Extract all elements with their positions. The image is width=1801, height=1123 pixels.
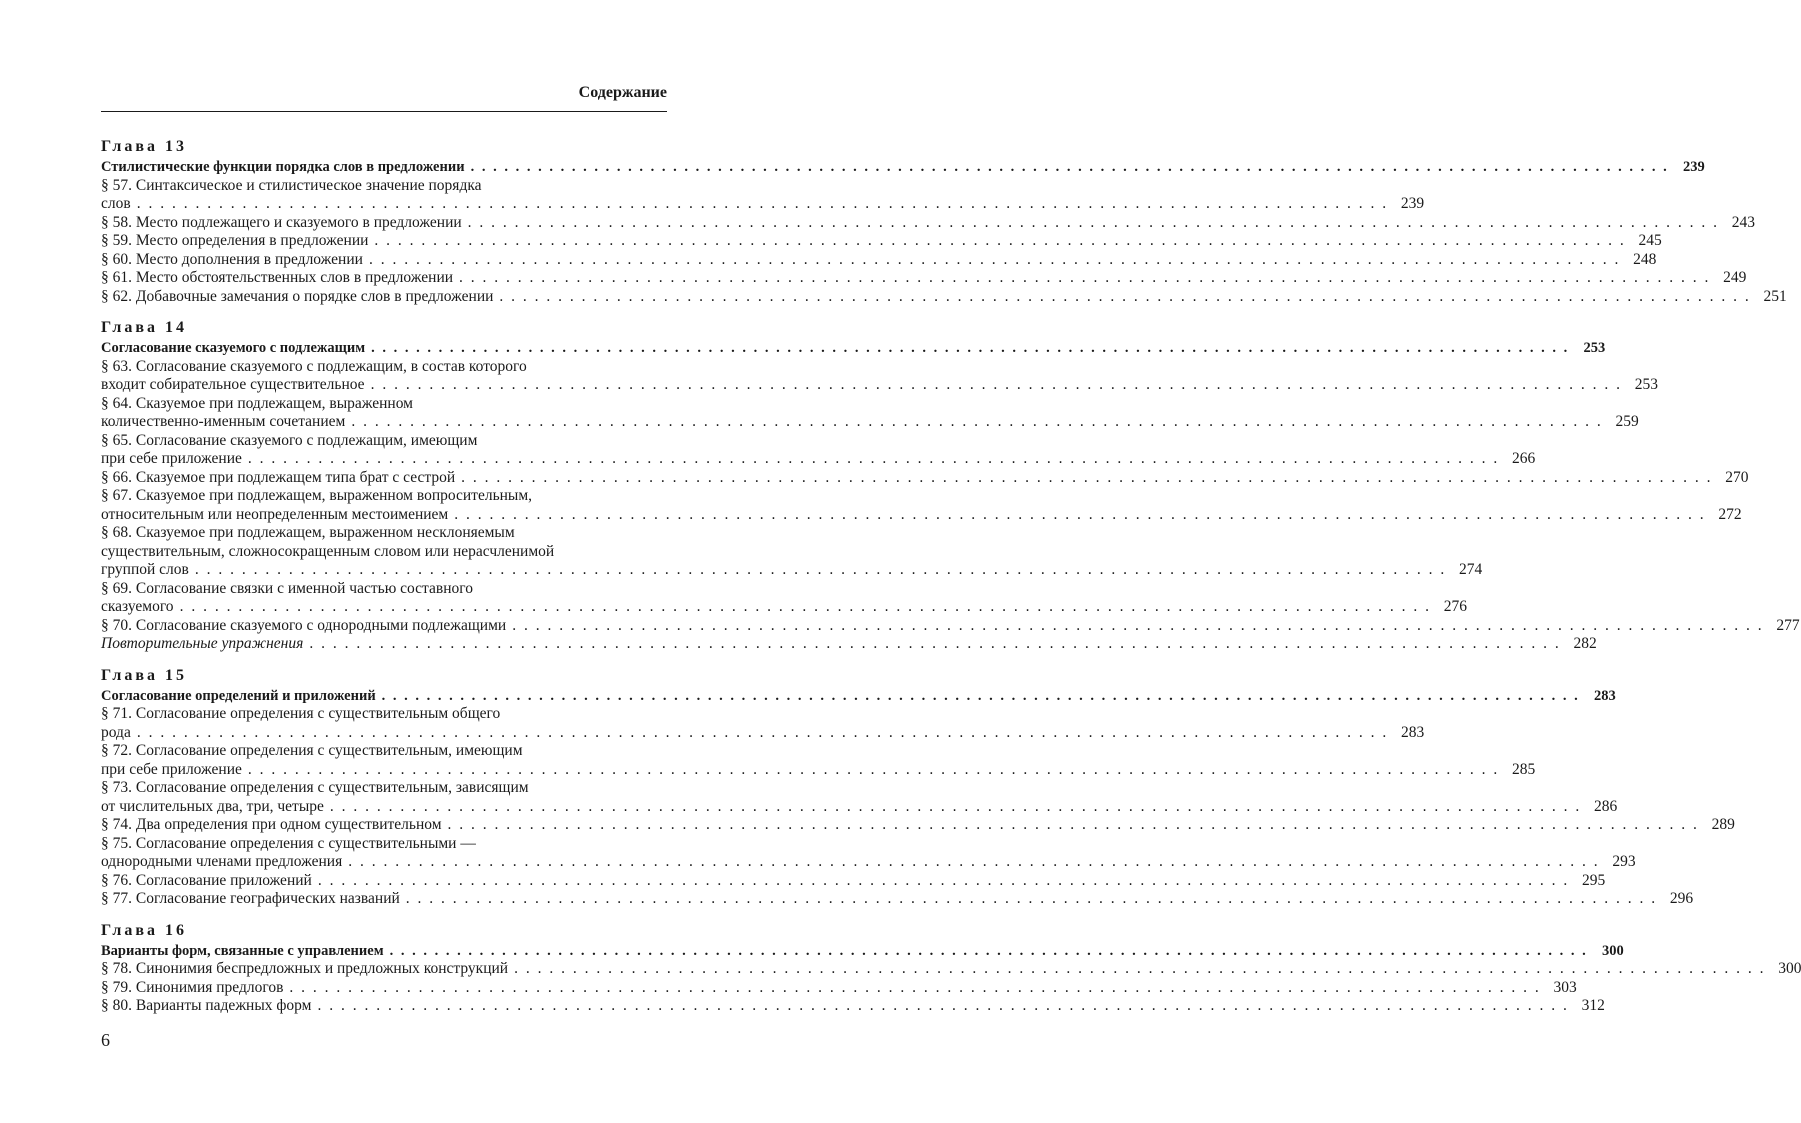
entry-last-line (101, 468, 1749, 488)
entry-text: § 60. Место дополнения в предложении (101, 250, 363, 268)
entry-last-line (101, 616, 1800, 636)
entry-last-line (101, 213, 1756, 233)
entry-last-line (101, 997, 1605, 1016)
leader-dots (499, 288, 1750, 307)
entry-text: § 66. Сказуемое при подлежащем типа брат с сестрой (101, 468, 456, 486)
entry-last-line (101, 853, 1636, 872)
leader-dots (468, 214, 1719, 233)
toc-entry[interactable] (101, 524, 1483, 580)
running-head: Содержание (578, 84, 667, 101)
entry-text: при себе приложение (101, 760, 242, 778)
entry-line: § 73. Согласование определения с существительным, зависящим (101, 779, 529, 796)
entry-text: § 76. Согласование приложений (101, 871, 312, 889)
page-ref: 239 (1682, 159, 1705, 175)
toc-entry[interactable] (101, 834, 1636, 872)
entry-last-line (101, 250, 1657, 270)
entry-last-line (101, 232, 1662, 251)
entry-text: от числительных два, три, четыре (101, 797, 324, 815)
entry-last-line (101, 505, 1742, 525)
leader-dots (406, 890, 1657, 909)
chapter-block (101, 136, 1787, 306)
chapter-number: Глава 13 (101, 138, 187, 155)
toc-entry[interactable] (101, 176, 1425, 214)
leader-dots (180, 598, 1431, 617)
entry-text: Повторительные упражнения (101, 635, 304, 652)
chapter-title-row[interactable] (101, 942, 1624, 961)
page-ref: 253 (1634, 376, 1658, 393)
page-ref: 270 (1725, 468, 1749, 486)
toc-entry[interactable] (101, 635, 1597, 654)
chapter-block (101, 317, 1800, 654)
leader-dots (454, 506, 1705, 525)
toc-entry[interactable] (101, 579, 1467, 617)
leader-dots (448, 816, 1699, 835)
page-ref: 249 (1723, 269, 1747, 286)
toc-entry[interactable] (101, 487, 1742, 524)
page-ref: 245 (1638, 232, 1662, 249)
page-ref: 266 (1512, 450, 1536, 467)
toc-entry[interactable] (101, 616, 1800, 636)
entry-text: при себе приложение (101, 450, 242, 467)
entry-last-line (101, 723, 1425, 743)
entry-text: относительным или неопределенным местоимением (101, 505, 449, 523)
page-ref: 300 (1601, 942, 1624, 959)
entry-text: количественно-именным сочетанием (101, 413, 346, 430)
chapter-title: Согласование определений и приложений (101, 687, 376, 704)
toc-entry[interactable] (101, 232, 1662, 251)
chapter-title: Согласование сказуемого с подлежащим (101, 340, 366, 356)
leader-dots (369, 251, 1620, 270)
page-ref: 312 (1581, 997, 1605, 1014)
entry-text: § 78. Синонимия беспредложных и предложных конструкций (101, 960, 509, 977)
page-ref: 253 (1583, 340, 1606, 356)
entry-text: слов (101, 195, 131, 212)
toc-entry[interactable] (101, 997, 1605, 1016)
page-ref: 274 (1458, 561, 1483, 578)
page-ref: 239 (1400, 195, 1425, 212)
toc-entry[interactable] (101, 287, 1787, 307)
header-rule (101, 111, 667, 112)
leader-dots (374, 232, 1625, 251)
page-ref: 283 (1594, 687, 1616, 704)
entry-line: § 72. Согласование определения с существительным, имеющим (101, 742, 523, 759)
entry-text: § 79. Синонимия предлогов (101, 978, 284, 996)
toc-entry[interactable] (101, 871, 1606, 891)
chapter-block (101, 920, 1801, 1016)
entry-text: § 61. Место обстоятельственных слов в предложении (101, 269, 454, 286)
entry-line: § 65. Согласование сказуемого с подлежащим, имеющим (101, 431, 478, 449)
entry-line: § 57. Синтаксическое и стилистическое значение порядка (101, 176, 482, 194)
toc-entry[interactable] (101, 890, 1694, 909)
leader-dots (348, 853, 1599, 872)
leader-dots (471, 158, 1669, 177)
leader-dots (195, 561, 1446, 580)
leader-dots (351, 413, 1602, 432)
page-ref: 282 (1573, 635, 1597, 652)
toc-entry[interactable] (101, 742, 1536, 779)
toc-entry[interactable] (101, 394, 1639, 432)
entry-last-line (101, 376, 1658, 395)
leader-dots (461, 469, 1712, 488)
entry-text: § 74. Два определения при одном существительном (101, 816, 442, 833)
entry-last-line (101, 450, 1536, 469)
entry-text: § 59. Место определения в предложении (101, 232, 369, 249)
toc-entry[interactable] (101, 978, 1577, 998)
entry-line: § 67. Сказуемое при подлежащем, выраженном вопросительным, (101, 487, 533, 504)
entry-text: § 80. Варианты падежных форм (101, 997, 312, 1014)
page-ref: 251 (1763, 287, 1787, 305)
toc-entry[interactable] (101, 960, 1801, 979)
entry-text: § 62. Добавочные замечания о порядке слов в предложении (101, 287, 494, 305)
page-ref: 283 (1400, 723, 1425, 741)
page-ref: 300 (1778, 960, 1801, 977)
toc-entry[interactable] (101, 250, 1657, 270)
leader-dots (512, 617, 1763, 636)
entry-last-line (101, 195, 1425, 214)
page-ref: 285 (1512, 760, 1536, 778)
page-ref: 277 (1776, 616, 1800, 634)
page-ref: 295 (1581, 871, 1606, 889)
chapter-title: Варианты форм, связанные с управлением (101, 942, 384, 959)
chapter-number: Глава 15 (101, 666, 187, 684)
chapter-title-row[interactable] (101, 339, 1606, 358)
leader-dots (514, 960, 1765, 979)
leader-dots (248, 450, 1499, 469)
entry-text: § 58. Место подлежащего и сказуемого в предложении (101, 213, 462, 231)
entry-text: § 70. Согласование сказуемого с однородными подлежащими (101, 616, 507, 634)
leader-dots (309, 635, 1560, 654)
page-ref: 303 (1553, 978, 1577, 996)
toc-entry[interactable] (101, 213, 1756, 233)
entry-line: § 69. Согласование связки с именной частью составного (101, 579, 473, 597)
entry-text: группой слов (101, 561, 189, 578)
entry-line: § 75. Согласование определения с существительными — (101, 834, 476, 852)
entry-text: однородными членами предложения (101, 853, 343, 870)
leader-dots (371, 339, 1569, 358)
leader-dots (382, 687, 1580, 706)
toc-entry[interactable] (101, 431, 1536, 469)
entry-line: § 68. Сказуемое при подлежащем, выраженном несклоняемым (101, 524, 515, 541)
entry-line: § 64. Сказуемое при подлежащем, выраженном (101, 394, 413, 412)
leader-dots (459, 269, 1710, 288)
page-ref: 243 (1731, 213, 1756, 231)
leader-dots (248, 761, 1499, 780)
entry-text: § 77. Согласование географических названий (101, 890, 400, 907)
leader-dots (289, 979, 1540, 998)
toc-entry[interactable] (101, 816, 1735, 835)
leader-dots (137, 195, 1388, 214)
toc-entry[interactable] (101, 779, 1618, 816)
chapter-block (101, 665, 1735, 909)
chapter-number: Глава 14 (101, 319, 187, 336)
toc-entry[interactable] (101, 705, 1425, 742)
entry-last-line (101, 978, 1577, 998)
page-ref: 289 (1711, 816, 1735, 833)
leader-dots (371, 376, 1622, 395)
entry-last-line (101, 871, 1606, 891)
entry-last-line (101, 598, 1467, 617)
chapter-title-row[interactable] (101, 158, 1705, 177)
leader-dots (390, 942, 1588, 961)
leader-dots (330, 798, 1581, 817)
chapter-title-row[interactable] (101, 687, 1616, 706)
page-ref: 286 (1594, 797, 1618, 815)
entry-last-line (101, 287, 1787, 307)
table-of-contents (101, 136, 1801, 1027)
entry-line: существительным, сложносокращенным словом или нерасчленимой (101, 542, 555, 560)
entry-last-line (101, 635, 1597, 654)
entry-last-line (101, 561, 1483, 580)
page-ref: 272 (1718, 505, 1742, 523)
entry-line: § 71. Согласование определения с существительным общего (101, 705, 501, 722)
leader-dots (317, 997, 1568, 1016)
leader-dots (318, 872, 1569, 891)
entry-text: входит собирательное существительное (101, 376, 365, 393)
entry-last-line (101, 797, 1618, 817)
toc-entry[interactable] (101, 269, 1747, 288)
entry-last-line (101, 816, 1735, 835)
page-number: 6 (101, 1030, 110, 1050)
entry-last-line (101, 760, 1536, 780)
page-ref: 259 (1615, 413, 1639, 430)
entry-last-line (101, 890, 1694, 909)
page-ref: 248 (1633, 250, 1657, 268)
entry-last-line (101, 269, 1747, 288)
leader-dots (137, 724, 1388, 743)
chapter-number: Глава 16 (101, 921, 187, 939)
entry-last-line (101, 413, 1639, 432)
toc-entry[interactable] (101, 357, 1658, 395)
toc-entry[interactable] (101, 468, 1749, 488)
chapter-title: Стилистические функции порядка слов в предложении (101, 159, 465, 175)
page-ref: 293 (1612, 853, 1636, 870)
page-ref: 296 (1669, 890, 1694, 907)
entry-text: сказуемого (101, 598, 174, 615)
entry-last-line (101, 960, 1801, 979)
page-ref: 276 (1443, 598, 1467, 615)
entry-line: § 63. Согласование сказуемого с подлежащим, в состав которого (101, 357, 527, 375)
entry-text: рода (101, 723, 131, 741)
